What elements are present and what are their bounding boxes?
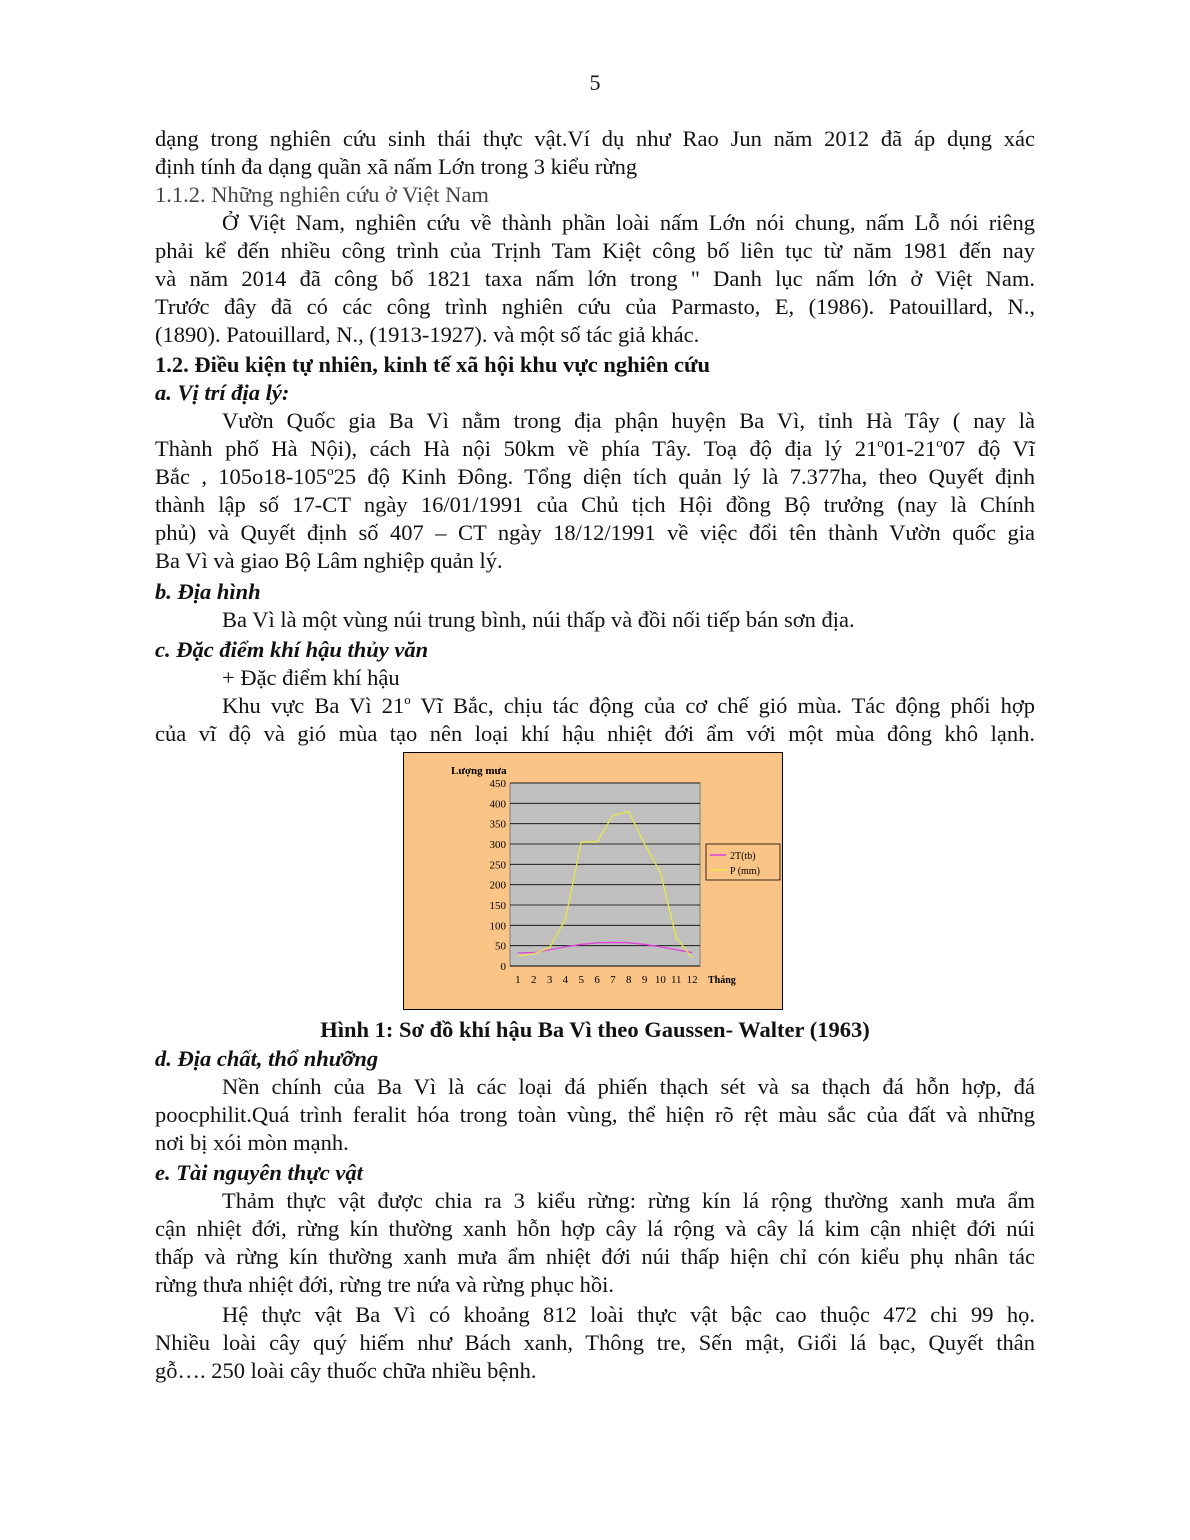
paragraph-line: dạng trong nghiên cứu sinh thái thực vật.Ví dụ như Rao Jun năm 2012 đã áp dụng xác <box>155 126 1035 151</box>
x-tick-label: 9 <box>641 974 648 986</box>
y-axis-title: Lượng mưa <box>451 765 507 777</box>
paragraph-line: phải kể đến nhiều công trình của Trịnh Tam Kiệt công bố liên tục từ năm 1981 đến nay <box>155 238 1035 263</box>
y-tick-label: 400 <box>489 798 506 811</box>
paragraph-line <box>155 435 1035 463</box>
x-tick-label: 10 <box>654 974 666 986</box>
superscript: o <box>877 435 884 450</box>
climate-chart-svg <box>403 752 783 1010</box>
superscript: o <box>936 435 943 450</box>
x-tick-label: 8 <box>626 974 632 986</box>
superscript: o <box>404 692 411 707</box>
text-run: Khu vực Ba Vì 21 <box>222 693 405 718</box>
paragraph-line: của vĩ độ và gió mùa tạo nên loại khí hậu nhiệt đới ẩm với một mùa đông khô lạnh. <box>155 721 1035 746</box>
paragraph-line: Thảm thực vật được chia ra 3 kiểu rừng: rừng kín lá rộng thường xanh mưa ẩm <box>222 1188 1035 1213</box>
paragraph-line <box>155 463 1035 491</box>
x-tick-label: 3 <box>546 974 553 986</box>
paragraph-line: Nhiều loài cây quý hiếm như Bách xanh, Thông tre, Sến mật, Giổi lá bạc, Quyết thân <box>155 1330 1035 1355</box>
x-tick-label: 4 <box>562 974 569 986</box>
paragraph-line: Ba Vì và giao Bộ Lâm nghiệp quản lý. <box>155 548 503 573</box>
y-tick-label: 450 <box>489 778 506 790</box>
x-axis-title: Tháng <box>708 975 736 986</box>
subsection-heading: 1.1.2. Những nghiên cứu ở Việt Nam <box>155 182 489 207</box>
y-tick-label: 300 <box>489 839 506 851</box>
x-tick-label: 6 <box>594 974 600 986</box>
subheading-b: b. Địa hình <box>155 579 261 604</box>
text-run: 01-21 <box>883 436 937 461</box>
text-run: Thành phố Hà Nội), cách Hà nội 50km về phía Tây. Toạ độ địa lý 21 <box>155 436 878 461</box>
text-run: 07 độ Vĩ <box>942 436 1035 461</box>
paragraph-line: định tính đa dạng quần xã nấm Lớn trong 3 kiểu rừng <box>155 154 638 179</box>
y-tick-label: 0 <box>500 961 506 973</box>
paragraph-line: Hệ thực vật Ba Vì có khoảng 812 loài thực vật bậc cao thuộc 472 chi 99 họ. <box>222 1302 1035 1327</box>
text-run: Vĩ Bắc, chịu tác động của cơ chế gió mùa. Tác động phối hợp <box>410 693 1035 718</box>
paragraph-line: và năm 2014 đã công bố 1821 taxa nấm lớn trong " Danh lục nấm lớn ở Việt Nam. <box>155 266 1035 291</box>
paragraph-line: Ở Việt Nam, nghiên cứu về thành phần loài nấm Lớn nói chung, nấm Lỗ nói riêng <box>222 210 1035 235</box>
y-tick-label: 350 <box>489 818 506 831</box>
page-number: 5 <box>589 70 601 95</box>
paragraph-line: thành lập số 17-CT ngày 16/01/1991 của Chủ tịch Hội đồng Bộ trưởng (nay là Chính <box>155 492 1035 517</box>
paragraph-line: (1890). Patouillard, N., (1913-1927). và một số tác giả khác. <box>155 322 700 347</box>
x-tick-label: 2 <box>531 974 537 986</box>
figure-caption: Hình 1: Sơ đồ khí hậu Ba Vì theo Gaussen- Walter (1963) <box>320 1017 870 1042</box>
y-tick-label: 50 <box>495 940 506 953</box>
paragraph-line: gỗ…. 250 loài cây thuốc chữa nhiều bệnh. <box>155 1358 537 1383</box>
paragraph-line: nơi bị xói mòn mạnh. <box>155 1130 349 1155</box>
paragraph-line: phủ) và Quyết định số 407 – CT ngày 18/12/1991 về việc đổi tên thành Vườn quốc gia <box>155 520 1035 545</box>
text-run: 25 độ Kinh Đông. Tổng diện tích quản lý là 7.377ha, theo Quyết định <box>333 464 1035 489</box>
x-tick-label: 7 <box>610 974 616 986</box>
subheading-e: e. Tài nguyên thực vật <box>155 1160 363 1185</box>
superscript: o <box>327 463 334 478</box>
section-heading: 1.2. Điều kiện tự nhiên, kinh tế xã hội khu vực nghiên cứu <box>155 352 711 377</box>
legend-label: P (mm) <box>730 866 760 877</box>
x-tick-label: 12 <box>686 974 698 986</box>
climate-chart <box>403 752 783 1010</box>
paragraph-line: cận nhiệt đới, rừng kín thường xanh hỗn hợp cây lá rộng và cây lá kim cận nhiệt đới núi <box>155 1216 1035 1241</box>
x-tick-label: 5 <box>578 974 584 986</box>
subheading-d: d. Địa chất, thổ nhưỡng <box>155 1046 379 1071</box>
paragraph-line: rừng thưa nhiệt đới, rừng tre nứa và rừng phục hồi. <box>155 1272 615 1297</box>
subheading-c: c. Đặc điểm khí hậu thủy văn <box>155 637 429 662</box>
paragraph-line: Nền chính của Ba Vì là các loại đá phiến thạch sét và sa thạch đá hỗn hợp, đá <box>222 1074 1035 1099</box>
y-tick-label: 200 <box>489 879 506 892</box>
paragraph-line: Trước đây đã có các công trình nghiên cứu của Parmasto, E, (1986). Patouillard, N., <box>155 294 1035 319</box>
x-tick-label: 11 <box>670 974 682 986</box>
paragraph-line: Ba Vì là một vùng núi trung bình, núi thấp và đồi nối tiếp bán sơn địa. <box>222 607 855 632</box>
x-tick-label: 1 <box>515 974 521 986</box>
text-run: Bắc , 105o18-105 <box>155 464 328 489</box>
plot-area <box>510 783 700 966</box>
legend-label: 2T(tb) <box>730 851 756 862</box>
y-tick-label: 250 <box>489 859 506 872</box>
y-tick-label: 150 <box>489 900 506 912</box>
paragraph-line: + Đặc điểm khí hậu <box>222 665 400 690</box>
y-tick-label: 100 <box>489 920 506 933</box>
paragraph-line: thấp và rừng kín thường xanh mưa ẩm nhiệt đới núi thấp hiện chỉ cón kiểu phụ nhân tác <box>155 1244 1035 1269</box>
paragraph-line: poocphilit.Quá trình feralit hóa trong toàn vùng, thể hiện rõ rệt màu sắc của đất và những <box>155 1102 1035 1127</box>
paragraph-line: Vườn Quốc gia Ba Vì nằm trong địa phận huyện Ba Vì, tỉnh Hà Tây ( nay là <box>222 408 1035 433</box>
paragraph-line <box>222 692 1035 720</box>
subheading-a: a. Vị trí địa lý: <box>155 380 290 405</box>
